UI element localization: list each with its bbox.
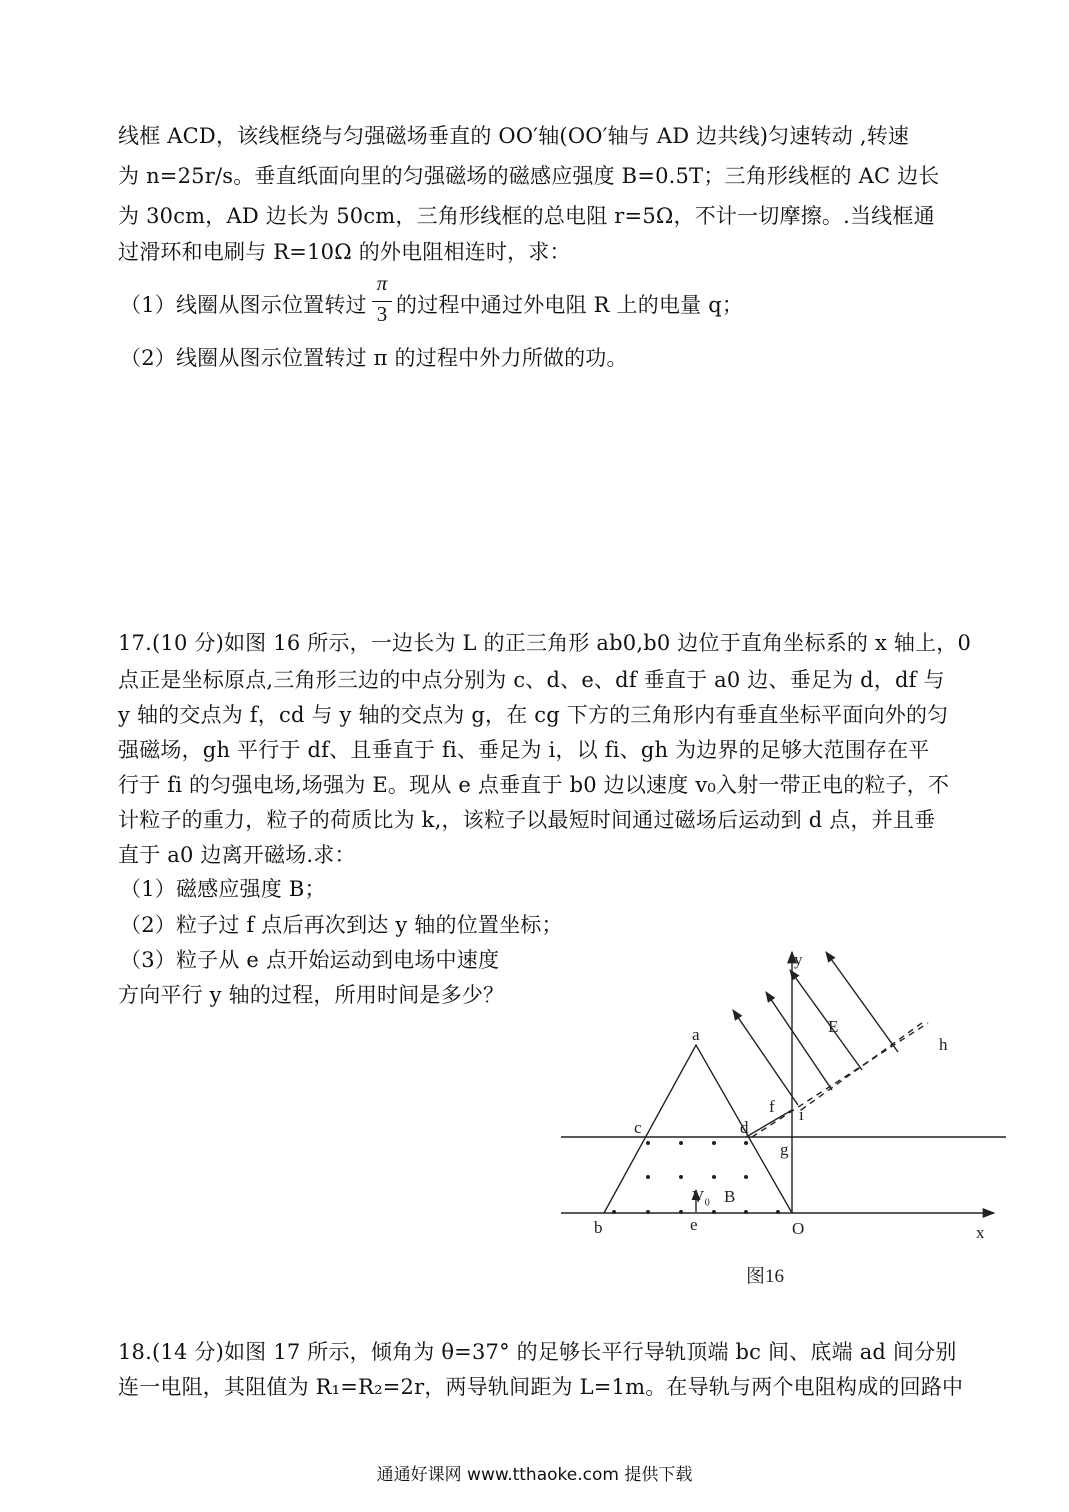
intro-line-3: 为 30cm，AD 边长为 50cm，三角形线框的总电阻 r=5Ω，不计一切摩擦。.当线框通 [118, 204, 935, 228]
q18-line-1: 18.(14 分)如图 17 所示，倾角为 θ=37° 的足够长平行导轨顶端 bc 间、底端 ad 间分别 [118, 1340, 957, 1364]
label-E: E [828, 1017, 839, 1036]
label-d: d [740, 1118, 749, 1137]
label-y: y [794, 950, 803, 969]
q17-sub-3b: 方向平行 y 轴的过程，所用时间是多少？ [118, 983, 505, 1007]
label-h: h [939, 1035, 948, 1054]
figure-caption: 图16 [746, 1266, 785, 1287]
label-e: e [690, 1215, 698, 1234]
q17-sub-1: （1）磁感应强度 B； [120, 877, 326, 901]
figure-16 [556, 940, 1016, 1290]
label-i: i [799, 1105, 804, 1124]
label-v0: V₀ [692, 1187, 711, 1206]
label-b: b [594, 1218, 603, 1237]
q17-line-7: 直于 a0 边离开磁场.求： [118, 843, 356, 867]
q17-line-3: y 轴的交点为 f，cd 与 y 轴的交点为 g，在 cg 下方的三角形内有垂直坐标平面向外的匀 [118, 703, 949, 727]
intro-line-4: 过滑环和电刷与 R=10Ω 的外电阻相连时，求： [118, 240, 571, 264]
fi-dashed-boundary [801, 1020, 926, 1110]
fraction-denominator: 3 [376, 302, 388, 326]
fraction-numerator: π [376, 271, 388, 295]
label-B: B [724, 1187, 736, 1206]
q17-sub-3a: （3）粒子从 e 点开始运动到电场中速度 [120, 948, 500, 972]
label-x: x [976, 1223, 985, 1242]
label-c: c [634, 1118, 642, 1137]
intro-line-1: 线框 ACD，该线框绕与匀强磁场垂直的 OO′轴(OO′轴与 AD 边共线)匀速转动 ,转速 [118, 124, 910, 148]
q17-line-2: 点正是坐标原点,三角形三边的中点分别为 c、d、e、df 垂直于 a0 边、垂足为 d，df 与 [118, 668, 945, 692]
q16-part1-suffix: 的过程中通过外电阻 R 上的电量 q； [396, 293, 744, 317]
label-O: O [792, 1219, 805, 1238]
intro-line-2: 为 n=25r/s。垂直纸面向里的匀强磁场的磁感应强度 B=0.5T；三角形线框的 AC 边长 [118, 164, 940, 188]
field-line-3 [790, 970, 862, 1070]
q17-line-4: 强磁场，gh 平行于 df、且垂直于 fi、垂足为 i，以 fi、gh 为边界的足够大范围存在平 [118, 738, 930, 762]
q18-line-2: 连一电阻，其阻值为 R₁=R₂=2r，两导轨间距为 L=1m。在导轨与两个电阻构成的回路中 [118, 1375, 964, 1399]
q17-line-1: 17.(10 分)如图 16 所示，一边长为 L 的正三角形 ab0,b0 边位于直角坐标系的 x 轴上，0 [118, 631, 972, 655]
label-g: g [780, 1140, 789, 1159]
field-line-4 [826, 952, 898, 1052]
q17-sub-2: （2）粒子过 f 点后再次到达 y 轴的位置坐标； [120, 913, 563, 937]
field-line-2 [766, 992, 832, 1090]
page-footer: 通通好课网 www.tthaoke.com 提供下载 [376, 1465, 693, 1485]
q17-line-5: 行于 fi 的匀强电场,场强为 E。现从 e 点垂直于 b0 边以速度 v₀入射一带正电的粒子，不 [118, 773, 950, 797]
q16-part1-prefix: （1）线圈从图示位置转过 [120, 293, 367, 317]
q16-part2: （2）线圈从图示位置转过 π 的过程中外力所做的功。 [120, 346, 628, 370]
label-a: a [692, 1025, 700, 1044]
label-f: f [769, 1097, 775, 1116]
q17-line-6: 计粒子的重力，粒子的荷质比为 k,，该粒子以最短时间通过磁场后运动到 d 点，并且垂 [118, 808, 936, 832]
